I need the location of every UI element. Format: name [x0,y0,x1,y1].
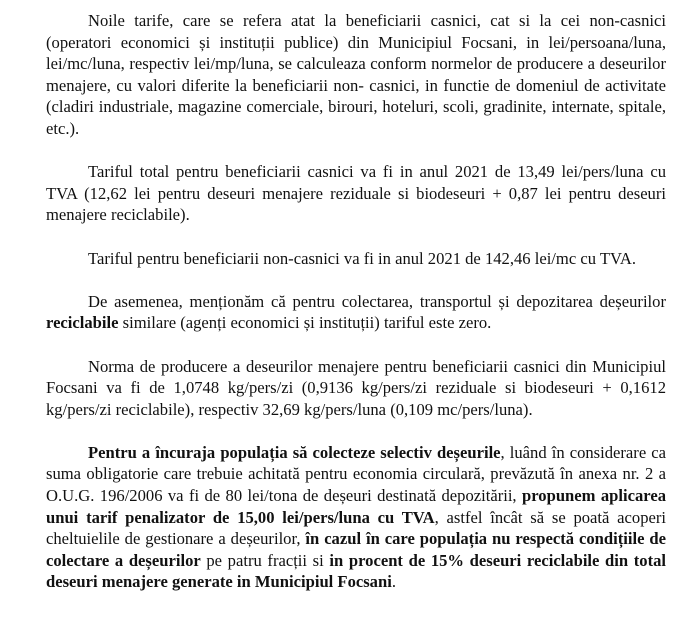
text-run: , luând în considerare ca suma obligatorie care trebuie achitată pentru economia circulară, prevăzută în anexa nr. 2 a O.U.G. 196/2006 va fi de 80 lei/tona de deșeuri destinată depozitării, [46,442,667,506]
paragraph-penalty-tariff [46,442,666,593]
paragraph-waste-norm [46,356,666,421]
document-body [46,10,666,593]
text-run-bold: propunem aplicarea unui tarif penalizator de 15,00 lei/pers/luna cu TVA [46,486,667,527]
text-run: similare (agenți economici și instituții) tariful este zero. [118,313,492,333]
text-run: , astfel încât să se poată acoperi cheltuielile de gestionare a deșeurilor, [46,507,666,549]
text-run: Tariful pentru beneficiarii non-casnici va fi in anul 2021 de 142,46 lei/mc cu TVA. [88,248,636,268]
text-run-bold: in procent de 15% deseuri reciclabile din total deseuri menajere generate in Municipiul Focsani [46,550,667,592]
text-run: Norma de producere a deseurilor menajere pentru beneficiarii casnici din Municipiul Focsani va fi de 1,0748 kg/pers/zi (0,9136 kg/pers/zi reziduale si biodeseuri + 0,1612 kg/pers/zi reciclabile), respectiv 32,69 kg/pers/luna (0,109 mc/pers/luna). [46,356,666,419]
paragraph-household-tariff [46,161,666,226]
text-run-bold: reciclabile [46,313,119,333]
text-run-bold: Pentru a încuraja populația să colecteze selectiv deșeurile [88,442,501,462]
text-run: Noile tarife, care se refera atat la beneficiarii casnici, cat si la cei non-casnici (operatori economici și instituții publice) din Municipiul Focsani, in lei/persoana/luna, lei/mc/luna, respectiv lei/mp/luna, se calculeaza conform normelor de producere a deseurilor menajere, cu valori diferite la beneficiarii non- casnici, in functie de domeniul de activitate (cladiri industriale, magazine comerciale, birouri, hoteluri, scoli, gradinite, internate, spitale, etc.). [46,11,666,138]
text-run: Tariful total pentru beneficiarii casnici va fi in anul 2021 de 13,49 lei/pers/luna cu TVA (12,62 lei pentru deseuri menajere reziduale si biodeseuri + 0,87 lei pentru deseuri menajere reciclabile). [46,162,666,225]
text-run: . [391,572,396,592]
text-run: De asemenea, menționăm că pentru colectarea, transportul și depozitarea deșeurilor [88,291,666,311]
paragraph-recyclable-zero-tariff [46,291,666,334]
text-run: pe patru fracții si [200,550,330,570]
paragraph-non-household-tariff [46,248,666,270]
text-run-bold: în cazul în care populația nu respectă condițiile de colectare a deșeurilor [46,529,666,570]
paragraph-new-tariffs [46,10,666,140]
